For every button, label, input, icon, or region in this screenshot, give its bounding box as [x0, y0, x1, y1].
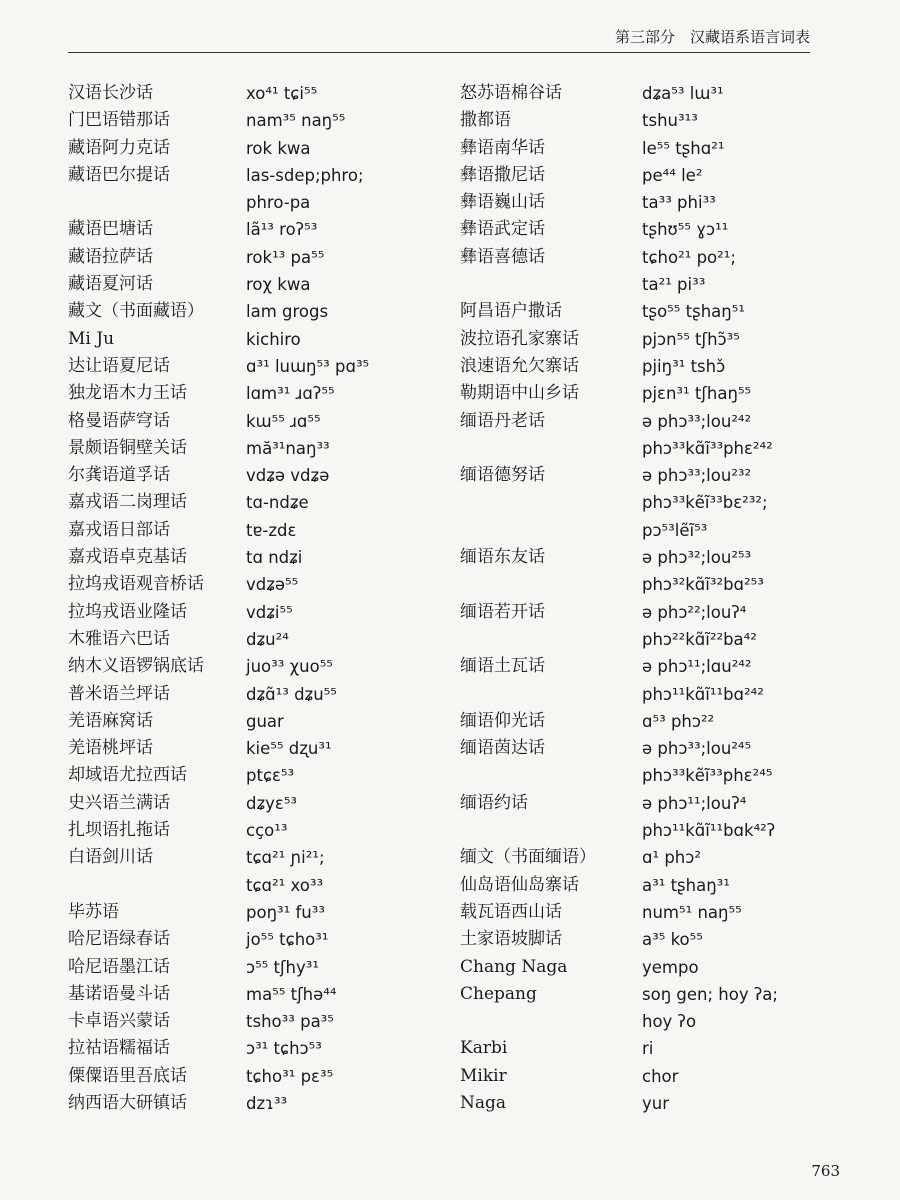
word-form: ɑ³¹ luɯŋ⁵³ pɑ³⁵ — [246, 356, 370, 376]
language-name: 彝语南华话 — [460, 137, 545, 158]
word-form: tsho³³ pa³⁵ — [246, 1012, 334, 1032]
language-name: 载瓦语西山话 — [460, 901, 562, 922]
language-name: 缅语约话 — [460, 792, 528, 813]
word-form: tɑ ndʑi — [246, 548, 303, 568]
language-name: 藏语拉萨话 — [68, 246, 153, 267]
word-form: tɐ-zdɛ — [246, 520, 297, 540]
word-form: ə phɔ³³;lou²⁴² — [642, 411, 752, 431]
language-name: 藏语阿力克话 — [68, 137, 170, 158]
language-name: 彝语巍山话 — [460, 192, 545, 213]
language-name: 撒都语 — [460, 110, 511, 131]
word-form: ə phɔ¹¹;lɑu²⁴² — [642, 657, 752, 677]
word-form: vdʑi⁵⁵ — [246, 602, 293, 622]
word-form: phɔ³³kẽĩ³³bɛ²³²; — [642, 493, 768, 513]
language-name: 缅语德努话 — [460, 465, 545, 486]
language-name: 独龙语木力王话 — [68, 383, 187, 404]
word-form: ma⁵⁵ tʃhə⁴⁴ — [246, 984, 337, 1004]
word-form: ə phɔ²²;louʔ⁴ — [642, 602, 747, 622]
language-name: 拉坞戎语观音桥话 — [68, 574, 204, 595]
word-form: roχ kwa — [246, 275, 311, 295]
language-name: 白语剑川话 — [68, 847, 153, 868]
word-form: cço¹³ — [246, 821, 288, 841]
word-form: yur — [642, 1093, 670, 1113]
word-form: tʂhʊ⁵⁵ ɣɔ¹¹ — [642, 220, 729, 240]
word-form: lɑm³¹ ɹɑʔ⁵⁵ — [246, 384, 335, 404]
language-name: 彝语武定话 — [460, 219, 545, 240]
word-form: ɑ⁵³ phɔ²² — [642, 711, 715, 731]
language-name: 景颇语铜壁关话 — [68, 437, 187, 458]
word-form: a³¹ tʂhaŋ³¹ — [642, 875, 730, 895]
language-name: 藏文（书面藏语） — [68, 301, 204, 322]
word-form: phɔ¹¹kɑ̃ĩ¹¹bɑk⁴²ʔ — [642, 821, 776, 841]
language-name: 拉坞戎语业隆话 — [68, 601, 187, 622]
word-form: ɔ⁵⁵ tʃhy³¹ — [246, 957, 320, 977]
language-name: 藏语巴尔提话 — [68, 164, 170, 185]
language-name: 却域语尤拉西话 — [68, 765, 187, 786]
language-name: 史兴语兰满话 — [68, 792, 170, 813]
word-form: rok kwa — [246, 138, 311, 158]
language-name: 仙岛语仙岛寨话 — [460, 874, 579, 895]
language-name: 缅语东友话 — [460, 547, 545, 568]
language-name: 拉祜语糯福话 — [68, 1038, 170, 1059]
language-name: 达让语夏尼话 — [68, 355, 170, 376]
language-name: 基诺语曼斗话 — [68, 983, 170, 1004]
language-name: 纳木义语锣锅底话 — [68, 656, 204, 677]
language-name: 卡卓语兴蒙话 — [68, 1011, 170, 1032]
language-name: 木雅语六巴话 — [68, 628, 170, 649]
language-name: 阿昌语户撒话 — [460, 301, 562, 322]
word-form: las-sdep;phro; — [246, 165, 364, 185]
word-form: lam grogs — [246, 302, 329, 322]
word-form: phro-pa — [246, 193, 311, 213]
language-name: 扎坝语扎拖话 — [68, 820, 170, 841]
word-form: tɕho²¹ po²¹; — [642, 247, 736, 267]
word-form: pjɔn⁵⁵ tʃhɔ̃³⁵ — [642, 329, 740, 349]
word-form: dzɿ³³ — [246, 1093, 288, 1113]
language-name: 彝语撒尼话 — [460, 164, 545, 185]
word-form: rok¹³ pa⁵⁵ — [246, 247, 325, 267]
word-form: num⁵¹ naŋ⁵⁵ — [642, 902, 742, 922]
language-name: Chepang — [460, 983, 537, 1004]
word-form: pɔ⁵³lẽĩ⁵³ — [642, 520, 708, 540]
language-name: Chang Naga — [460, 956, 568, 977]
word-form: ə phɔ¹¹;louʔ⁴ — [642, 793, 747, 813]
language-name: 嘉戎语二岗理话 — [68, 492, 187, 513]
word-form: pe⁴⁴ le² — [642, 165, 703, 185]
word-form: phɔ³³kɑ̃ĩ³³phɛ²⁴² — [642, 438, 773, 458]
language-name: 尔龚语道孚话 — [68, 465, 170, 486]
word-form: kɯ⁵⁵ ɹɑ⁵⁵ — [246, 411, 321, 431]
word-form: tʂo⁵⁵ tʂhaŋ⁵¹ — [642, 302, 745, 322]
language-name: 缅语土瓦话 — [460, 656, 545, 677]
word-form: yempo — [642, 957, 699, 977]
word-form: xo⁴¹ tɕi⁵⁵ — [246, 84, 318, 103]
word-form: ɔ³¹ tɕhɔ⁵³ — [246, 1039, 322, 1059]
word-form: kichiro — [246, 329, 301, 349]
language-name: Karbi — [460, 1038, 508, 1059]
word-form: poŋ³¹ fu³³ — [246, 902, 325, 922]
language-name: 嘉戎语日部话 — [68, 519, 170, 540]
word-form: dʑɑ̃¹³ dʑu⁵⁵ — [246, 684, 337, 704]
word-form: jo⁵⁵ tɕho³¹ — [246, 930, 329, 950]
word-form: kie⁵⁵ dʐu³¹ — [246, 739, 332, 759]
word-form: tɕɑ²¹ xo³³ — [246, 875, 324, 895]
word-form: ta³³ phi³³ — [642, 193, 716, 213]
page-number: 763 — [811, 1162, 840, 1180]
word-form: tɕho³¹ pɛ³⁵ — [246, 1066, 334, 1086]
language-name: 缅语茵达话 — [460, 738, 545, 759]
language-name: 浪速语允欠寨话 — [460, 355, 579, 376]
language-name: 怒苏语棉谷话 — [460, 83, 562, 103]
word-form: ptɕɛ⁵³ — [246, 766, 295, 786]
language-name: 缅语丹老话 — [460, 410, 545, 431]
language-name: 普米语兰坪话 — [68, 683, 170, 704]
word-form: nam³⁵ naŋ⁵⁵ — [246, 111, 346, 131]
language-name: 波拉语孔家寨话 — [460, 328, 579, 349]
language-name: Mikir — [460, 1065, 507, 1086]
word-form: chor — [642, 1066, 679, 1086]
word-form: ə phɔ³³;lou²⁴⁵ — [642, 739, 752, 759]
word-form: vdʑə vdʑə — [246, 466, 330, 486]
word-form: ɑ¹ phɔ² — [642, 848, 701, 868]
language-name: 缅语若开话 — [460, 601, 545, 622]
language-name: 土家语坡脚话 — [460, 929, 562, 950]
word-form: pjiŋ³¹ tshɔ̌ — [642, 356, 726, 376]
language-name: 傈僳语里吾底话 — [68, 1065, 187, 1086]
word-form: ə phɔ³³;lou²³² — [642, 466, 752, 486]
word-form: tɕɑ²¹ ɲi²¹; — [246, 848, 325, 868]
language-name: 彝语喜德话 — [460, 246, 545, 267]
language-name: 羌语麻窝话 — [68, 710, 153, 731]
word-form: a³⁵ ko⁵⁵ — [642, 930, 703, 950]
language-name: 格曼语萨穹话 — [68, 410, 170, 431]
word-form: phɔ³³kẽĩ³³phɛ²⁴⁵ — [642, 766, 773, 786]
word-form: le⁵⁵ tʂhɑ²¹ — [642, 138, 725, 158]
word-form: soŋ gen; hoy ʔa; — [642, 984, 778, 1004]
word-form: pjɛn³¹ tʃhaŋ⁵⁵ — [642, 384, 752, 404]
language-name: 门巴语错那话 — [68, 110, 170, 131]
running-header: 第三部分 汉藏语系语言词表 — [614, 28, 810, 46]
word-form: phɔ¹¹kɑ̃ĩ¹¹bɑ²⁴² — [642, 684, 764, 704]
word-form: guar — [246, 711, 284, 731]
word-form: mă³¹naŋ³³ — [246, 438, 330, 458]
language-name: 羌语桃坪话 — [68, 738, 153, 759]
word-form: hoy ʔo — [642, 1012, 697, 1032]
language-name: 毕苏语 — [68, 901, 119, 922]
language-name: 藏语巴塘话 — [68, 219, 153, 240]
word-form: ri — [642, 1039, 654, 1059]
word-form: ə phɔ³²;lou²⁵³ — [642, 548, 752, 568]
word-form: lã¹³ roʔ⁵³ — [246, 220, 318, 240]
word-form: phɔ³²kɑ̃ĩ³²bɑ²⁵³ — [642, 575, 764, 595]
language-name: Naga — [460, 1092, 507, 1113]
word-form: phɔ²²kɑ̃ĩ²²ba⁴² — [642, 629, 757, 649]
header-rule — [68, 52, 810, 53]
language-name: 缅语仰光话 — [460, 710, 545, 731]
language-name: 勒期语中山乡话 — [460, 383, 579, 404]
word-form: tɑ-ndʑe — [246, 493, 309, 513]
language-name: 缅文（书面缅语） — [460, 847, 596, 868]
language-name: 汉语长沙话 — [68, 83, 153, 103]
language-name: 嘉戎语卓克基话 — [68, 547, 187, 568]
language-name: 藏语夏河话 — [68, 274, 153, 295]
language-name: 纳西语大研镇话 — [68, 1092, 187, 1113]
word-form: vdʑə⁵⁵ — [246, 575, 299, 595]
word-form: dʑa⁵³ lɯ³¹ — [642, 84, 724, 103]
language-name: 哈尼语绿春话 — [68, 929, 170, 950]
word-form: juo³³ χuo⁵⁵ — [246, 657, 333, 677]
word-form: dʑyɛ⁵³ — [246, 793, 298, 813]
word-form: dʑu²⁴ — [246, 629, 289, 649]
word-form: ta²¹ pi³³ — [642, 275, 706, 295]
language-name: 哈尼语墨江话 — [68, 956, 170, 977]
word-form: tshu³¹³ — [642, 111, 698, 131]
language-name: Mi Ju — [68, 328, 115, 349]
